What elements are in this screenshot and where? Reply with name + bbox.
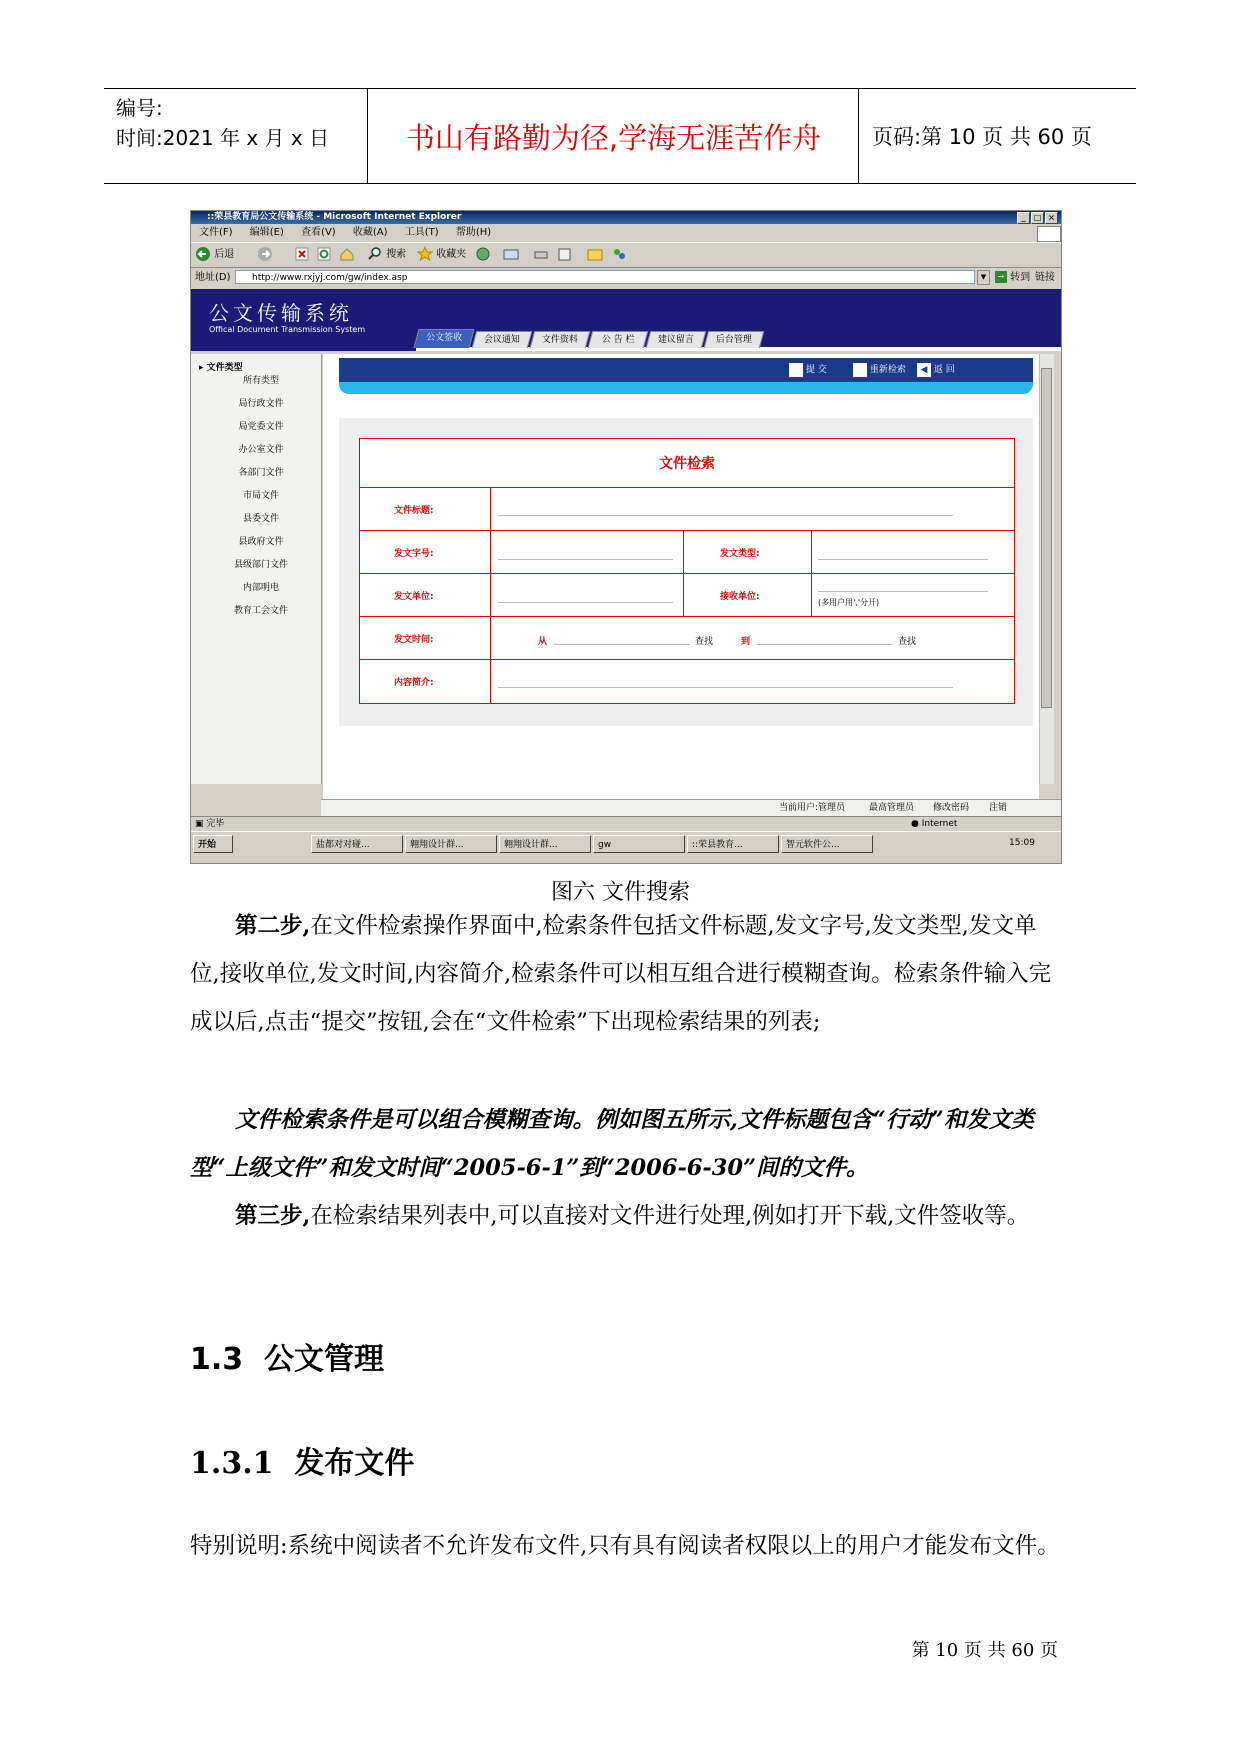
home-button[interactable] xyxy=(339,246,355,264)
label-doc-number: 发文字号: xyxy=(394,549,434,559)
back-button[interactable] xyxy=(195,246,234,264)
search-label: 搜索 xyxy=(386,249,407,260)
forward-arrow-icon xyxy=(257,246,273,262)
find-from-button[interactable]: 查找 xyxy=(695,637,714,647)
step2-paragraph xyxy=(190,902,1060,1046)
row-divider xyxy=(360,487,1014,488)
maximize-button[interactable]: □ xyxy=(1031,212,1044,224)
history-button[interactable] xyxy=(475,246,491,264)
menu-edit[interactable]: 编辑(E) xyxy=(249,227,284,238)
sidebar-item-dept-files[interactable]: 各部门文件 xyxy=(238,468,284,478)
form-title: 文件检索 xyxy=(659,456,715,472)
tab-sign[interactable]: 公文签收 xyxy=(413,329,474,348)
file-search-form xyxy=(359,438,1015,704)
tab-admin[interactable]: 后台管理 xyxy=(704,331,765,348)
note-paragraph: 文件检索条件是可以组合模糊查询。例如图五所示,文件标题包含“行动”和发文类型“上级文件”和发文时间“2005-6-1”到“2006-6-30”间的文件。 xyxy=(190,1107,1034,1181)
start-button[interactable]: 开始 xyxy=(193,835,233,853)
sidebar-item-city-files[interactable]: 市局文件 xyxy=(242,491,279,501)
action-strip xyxy=(339,358,1033,382)
site-title: 公文传输系统 xyxy=(209,301,353,325)
address-label: 地址(D) xyxy=(195,272,231,283)
doc-type-input[interactable] xyxy=(818,559,988,560)
tab-suggestion[interactable]: 建议留言 xyxy=(646,331,707,348)
edit-icon xyxy=(557,247,573,261)
label-send-time: 发文时间: xyxy=(394,635,434,645)
label-file-title: 文件标题: xyxy=(394,506,434,516)
refresh-button[interactable] xyxy=(317,246,331,264)
document-header xyxy=(104,88,1136,184)
site-banner xyxy=(191,289,1061,351)
internet-zone: ● Internet xyxy=(911,819,958,829)
vertical-scrollbar[interactable] xyxy=(1039,354,1054,784)
address-dropdown-icon[interactable]: ▼ xyxy=(977,270,990,285)
col-divider xyxy=(683,530,684,616)
current-user: 当前用户:管理员 xyxy=(779,803,846,813)
mail-button[interactable] xyxy=(503,246,519,264)
print-icon xyxy=(533,247,549,261)
label-receiver: 接收单位: xyxy=(720,592,760,602)
special-note: 特别说明:系统中阅读者不允许发布文件,只有具有阅读者权限以上的用户才能发布文件。 xyxy=(190,1533,1060,1559)
step3-label: 第三步, xyxy=(235,1203,311,1229)
home-icon xyxy=(339,247,355,261)
figure-caption: 图六 文件搜索 xyxy=(551,880,690,905)
menu-favorites[interactable]: 收藏(A) xyxy=(352,227,388,238)
search-panel xyxy=(323,354,1039,799)
page-footer: 第 10 页 共 60 页 xyxy=(911,1640,1058,1661)
favorites-label: 收藏夹 xyxy=(436,249,467,260)
browser-statusbar xyxy=(191,816,1061,831)
address-bar xyxy=(191,268,1061,287)
messenger-icon xyxy=(611,246,627,262)
windows-logo-icon xyxy=(1037,226,1061,242)
messenger-button[interactable] xyxy=(611,246,627,264)
from-date-input[interactable] xyxy=(554,644,690,645)
taskbar-item-6[interactable]: 智元软件公... xyxy=(781,835,873,853)
page-icon: ▣ xyxy=(195,819,204,829)
sidebar-item-county-gov[interactable]: 县政府文件 xyxy=(238,537,284,547)
header-curve xyxy=(339,382,1033,394)
forward-button[interactable] xyxy=(257,246,273,264)
logout-link[interactable]: 注销 xyxy=(989,803,1008,813)
star-icon xyxy=(417,246,433,262)
col-divider xyxy=(811,530,812,616)
summary-input[interactable] xyxy=(498,687,953,688)
row-divider xyxy=(360,530,1014,531)
edit-button[interactable] xyxy=(557,246,573,264)
sidebar-item-county-dept[interactable]: 县级部门文件 xyxy=(233,560,288,570)
sidebar-item-admin-files[interactable]: 局行政文件 xyxy=(238,399,284,409)
find-to-button[interactable]: 查找 xyxy=(898,637,917,647)
user-status-strip xyxy=(321,799,1061,816)
menu-help[interactable]: 帮助(H) xyxy=(455,227,492,238)
stop-button[interactable] xyxy=(295,246,309,264)
receiver-input[interactable] xyxy=(818,591,988,592)
refresh-icon xyxy=(317,247,331,261)
window-titlebar xyxy=(191,211,1061,224)
status-done: 完毕 xyxy=(206,819,225,829)
subsection-heading: 1.3.1 发布文件 xyxy=(190,1446,415,1481)
site-subtitle: Offical Document Transmission System xyxy=(209,325,366,334)
history-icon xyxy=(475,246,491,262)
favorites-button[interactable] xyxy=(417,246,466,264)
time-label: 时间:2021 年 x 月 x 日 xyxy=(116,126,330,150)
print-button[interactable] xyxy=(533,246,549,264)
step2-text: 在文件检索操作界面中,检索条件包括文件标题,发文字号,发文类型,发文单位,接收单位,发文时间,内容简介,检索条件可以相互组合进行模糊查询。检索条件输入完成以后,点击“提交”按钮,会在“文件检索”下出现检索结果的列表; xyxy=(190,913,1052,1035)
taskbar-item-2[interactable]: 翱翔设计群... xyxy=(405,835,497,853)
doc-number-input[interactable] xyxy=(498,559,673,560)
menu-tools[interactable]: 工具(T) xyxy=(404,227,439,238)
change-password-link[interactable]: 修改密码 xyxy=(933,803,970,813)
taskbar-item-3[interactable]: 翱翔设计群... xyxy=(499,835,591,853)
header-meta xyxy=(104,89,368,183)
taskbar-item-4[interactable]: gw xyxy=(593,835,685,853)
window-title: ::荣县教育局公文传输系统 - Microsoft Internet Explorer xyxy=(207,212,462,222)
sender-input[interactable] xyxy=(498,602,673,603)
taskbar-item-1[interactable]: 盐都对对碰... xyxy=(311,835,403,853)
browser-toolbar xyxy=(191,242,1061,268)
clock: 15:09 xyxy=(1009,838,1035,848)
sidebar-item-party-files[interactable]: 局党委文件 xyxy=(238,422,284,432)
sidebar-item-telegram[interactable]: 内部明电 xyxy=(242,583,279,593)
file-type-sidebar xyxy=(191,354,322,784)
submit-button[interactable]: 提 交 xyxy=(789,362,827,378)
to-date-input[interactable] xyxy=(757,644,893,645)
links-label[interactable]: 链接 xyxy=(1035,272,1055,283)
section-heading: 1.3 公文管理 xyxy=(190,1342,385,1377)
stop-icon xyxy=(295,247,309,261)
step2-label: 第二步, xyxy=(235,913,311,939)
search-icon xyxy=(367,246,383,262)
reset-search-button[interactable]: 重新检索 xyxy=(853,362,906,378)
return-arrow-icon: ◀ xyxy=(917,363,931,377)
sidebar-title: ▸ 文件类型 xyxy=(199,363,243,373)
sidebar-item-union[interactable]: 教育工会文件 xyxy=(233,606,288,616)
close-button[interactable]: × xyxy=(1045,212,1058,224)
magnifier-icon xyxy=(853,363,867,377)
search-button[interactable] xyxy=(367,246,406,264)
minimize-button[interactable]: _ xyxy=(1017,212,1030,224)
mail-icon xyxy=(503,247,519,261)
menu-view[interactable]: 查看(V) xyxy=(301,227,336,238)
label-doc-type: 发文类型: xyxy=(720,549,760,559)
label-sender: 发文单位: xyxy=(394,592,434,602)
row-divider xyxy=(360,659,1014,660)
to-label: 到 xyxy=(741,637,751,647)
receiver-hint: (多用户用','分开) xyxy=(818,598,880,607)
taskbar-item-5[interactable]: ::荣县教育... xyxy=(687,835,779,853)
folder-icon xyxy=(587,247,603,261)
tab-files[interactable]: 文件资料 xyxy=(530,331,591,348)
submit-icon xyxy=(789,363,803,377)
back-label: 后退 xyxy=(214,249,235,260)
tab-notice[interactable]: 公 告 栏 xyxy=(588,331,649,348)
header-page-label: 页码:第 10 页 共 60 页 xyxy=(872,125,1092,149)
row-divider xyxy=(360,616,1014,617)
address-input[interactable] xyxy=(235,270,975,284)
tab-meeting[interactable]: 会议通知 xyxy=(472,331,533,348)
label-summary: 内容简介: xyxy=(394,678,434,688)
col-divider xyxy=(490,487,491,703)
discuss-button[interactable] xyxy=(587,246,603,264)
back-arrow-icon xyxy=(195,246,211,262)
address-url: http://www.rxjyj.com/gw/index.asp xyxy=(252,273,408,283)
step3-paragraph xyxy=(190,1192,1060,1240)
windows-taskbar xyxy=(191,831,1061,864)
header-motto: 书山有路勤为径,学海无涯苦作舟 xyxy=(369,89,859,183)
menu-bar xyxy=(191,225,1061,241)
scrollbar-thumb[interactable] xyxy=(1041,368,1052,708)
go-arrow-icon: → xyxy=(995,271,1007,283)
sidebar-item-county-committee[interactable]: 县委文件 xyxy=(242,514,279,524)
file-title-input[interactable] xyxy=(498,515,953,516)
step3-text: 在检索结果列表中,可以直接对文件进行处理,例如打开下载,文件签收等。 xyxy=(310,1203,1030,1229)
number-label: 编号: xyxy=(116,96,163,120)
row-divider xyxy=(360,573,1014,574)
user-role: 最高管理员 xyxy=(869,803,915,813)
return-button[interactable]: ◀ 返 回 xyxy=(917,362,955,378)
menu-file[interactable]: 文件(F) xyxy=(199,227,233,238)
go-label: 转到 xyxy=(1010,272,1031,283)
go-button[interactable] xyxy=(995,268,1030,287)
sidebar-item-all[interactable]: 所有类型 xyxy=(242,376,279,386)
ie-screenshot xyxy=(190,210,1062,864)
from-label: 从 xyxy=(538,637,548,647)
sidebar-item-office-files[interactable]: 办公室文件 xyxy=(238,445,284,455)
